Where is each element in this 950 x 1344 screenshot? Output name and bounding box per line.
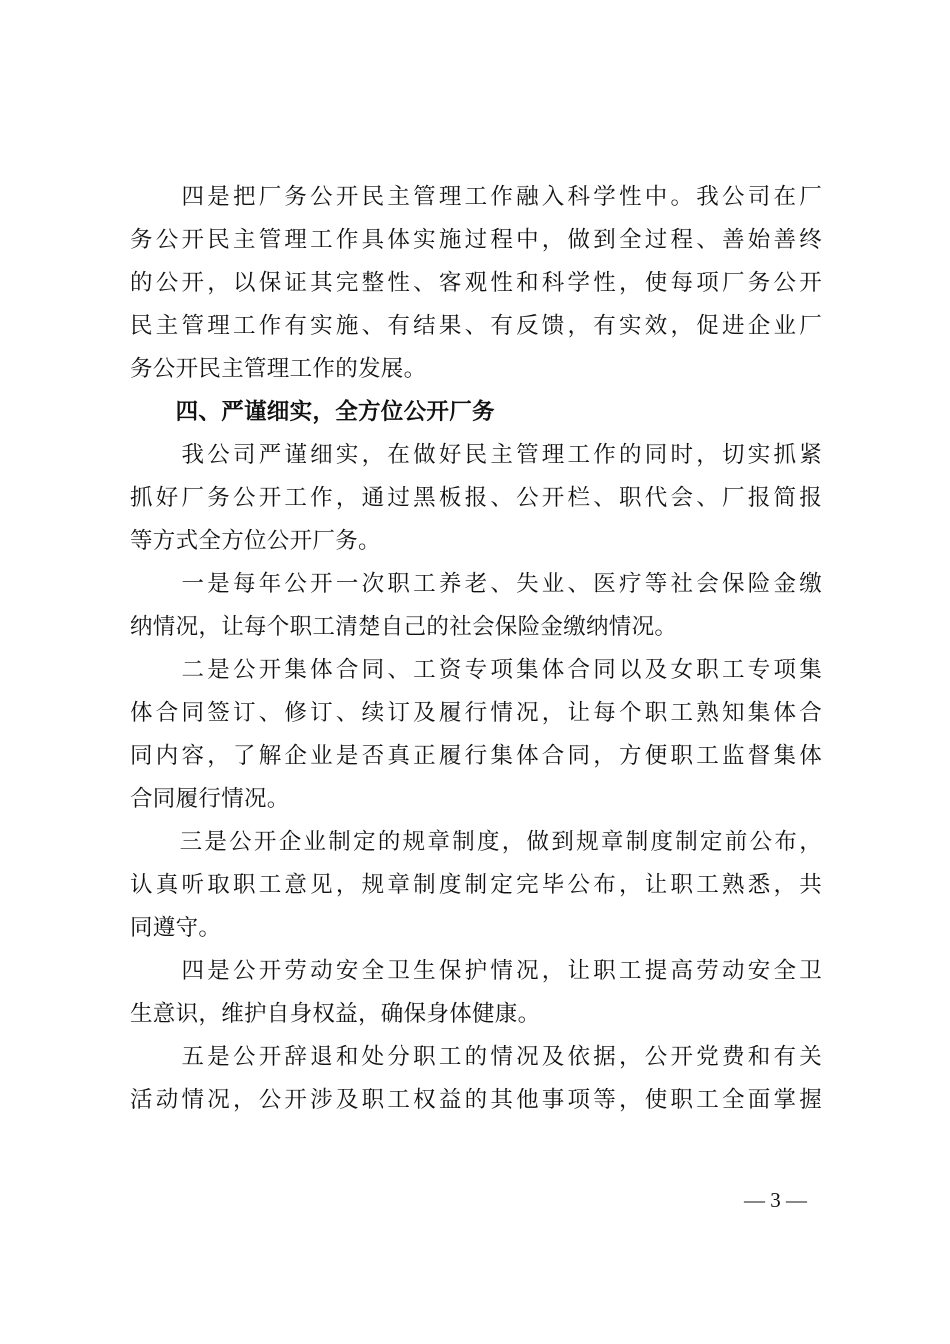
paragraph-line: 等方式全方位公开厂务。 [130, 528, 381, 554]
paragraph-line: 二是公开集体合同、工资专项集体合同以及女职工专项集 [130, 657, 822, 683]
paragraph-line: 生意识，维护自身权益，确保身体健康。 [130, 1001, 541, 1027]
paragraph-line: 四是把厂务公开民主管理工作融入科学性中。我公司在厂 [130, 184, 822, 210]
section-heading: 四、严谨细实，全方位公开厂务 [130, 399, 495, 425]
paragraph-line: 同内容，了解企业是否真正履行集体合同，方便职工监督集体 [130, 743, 822, 769]
paragraph-line: 合同履行情况。 [130, 786, 290, 812]
paragraph-line: 的公开，以保证其完整性、客观性和科学性，使每项厂务公开 [130, 270, 822, 296]
page-number: — 3 — [744, 1188, 807, 1212]
paragraph-line: 纳情况，让每个职工清楚自己的社会保险金缴纳情况。 [130, 614, 678, 640]
paragraph-line: 同遵守。 [130, 915, 222, 941]
paragraph-line: 认真听取职工意见，规章制度制定完毕公布，让职工熟悉，共 [130, 872, 822, 898]
paragraph-line: 务公开民主管理工作的发展。 [130, 356, 427, 382]
paragraph-line: 务公开民主管理工作具体实施过程中，做到全过程、善始善终 [130, 227, 822, 253]
paragraph-line: 体合同签订、修订、续订及履行情况，让每个职工熟知集体合 [130, 700, 822, 726]
document-body [130, 176, 822, 1122]
paragraph-line: 三是公开企业制定的规章制度，做到规章制度制定前公布， [130, 829, 822, 855]
paragraph-line: 民主管理工作有实施、有结果、有反馈，有实效，促进企业厂 [130, 313, 822, 339]
paragraph-line: 一是每年公开一次职工养老、失业、医疗等社会保险金缴 [130, 571, 822, 597]
paragraph-line: 五是公开辞退和处分职工的情况及依据，公开党费和有关 [130, 1044, 822, 1070]
paragraph-line: 活动情况，公开涉及职工权益的其他事项等，使职工全面掌握 [130, 1087, 822, 1113]
paragraph-line: 抓好厂务公开工作，通过黑板报、公开栏、职代会、厂报简报 [130, 485, 822, 511]
paragraph-line: 四是公开劳动安全卫生保护情况，让职工提高劳动安全卫 [130, 958, 822, 984]
paragraph-line: 我公司严谨细实，在做好民主管理工作的同时，切实抓紧 [130, 442, 822, 468]
